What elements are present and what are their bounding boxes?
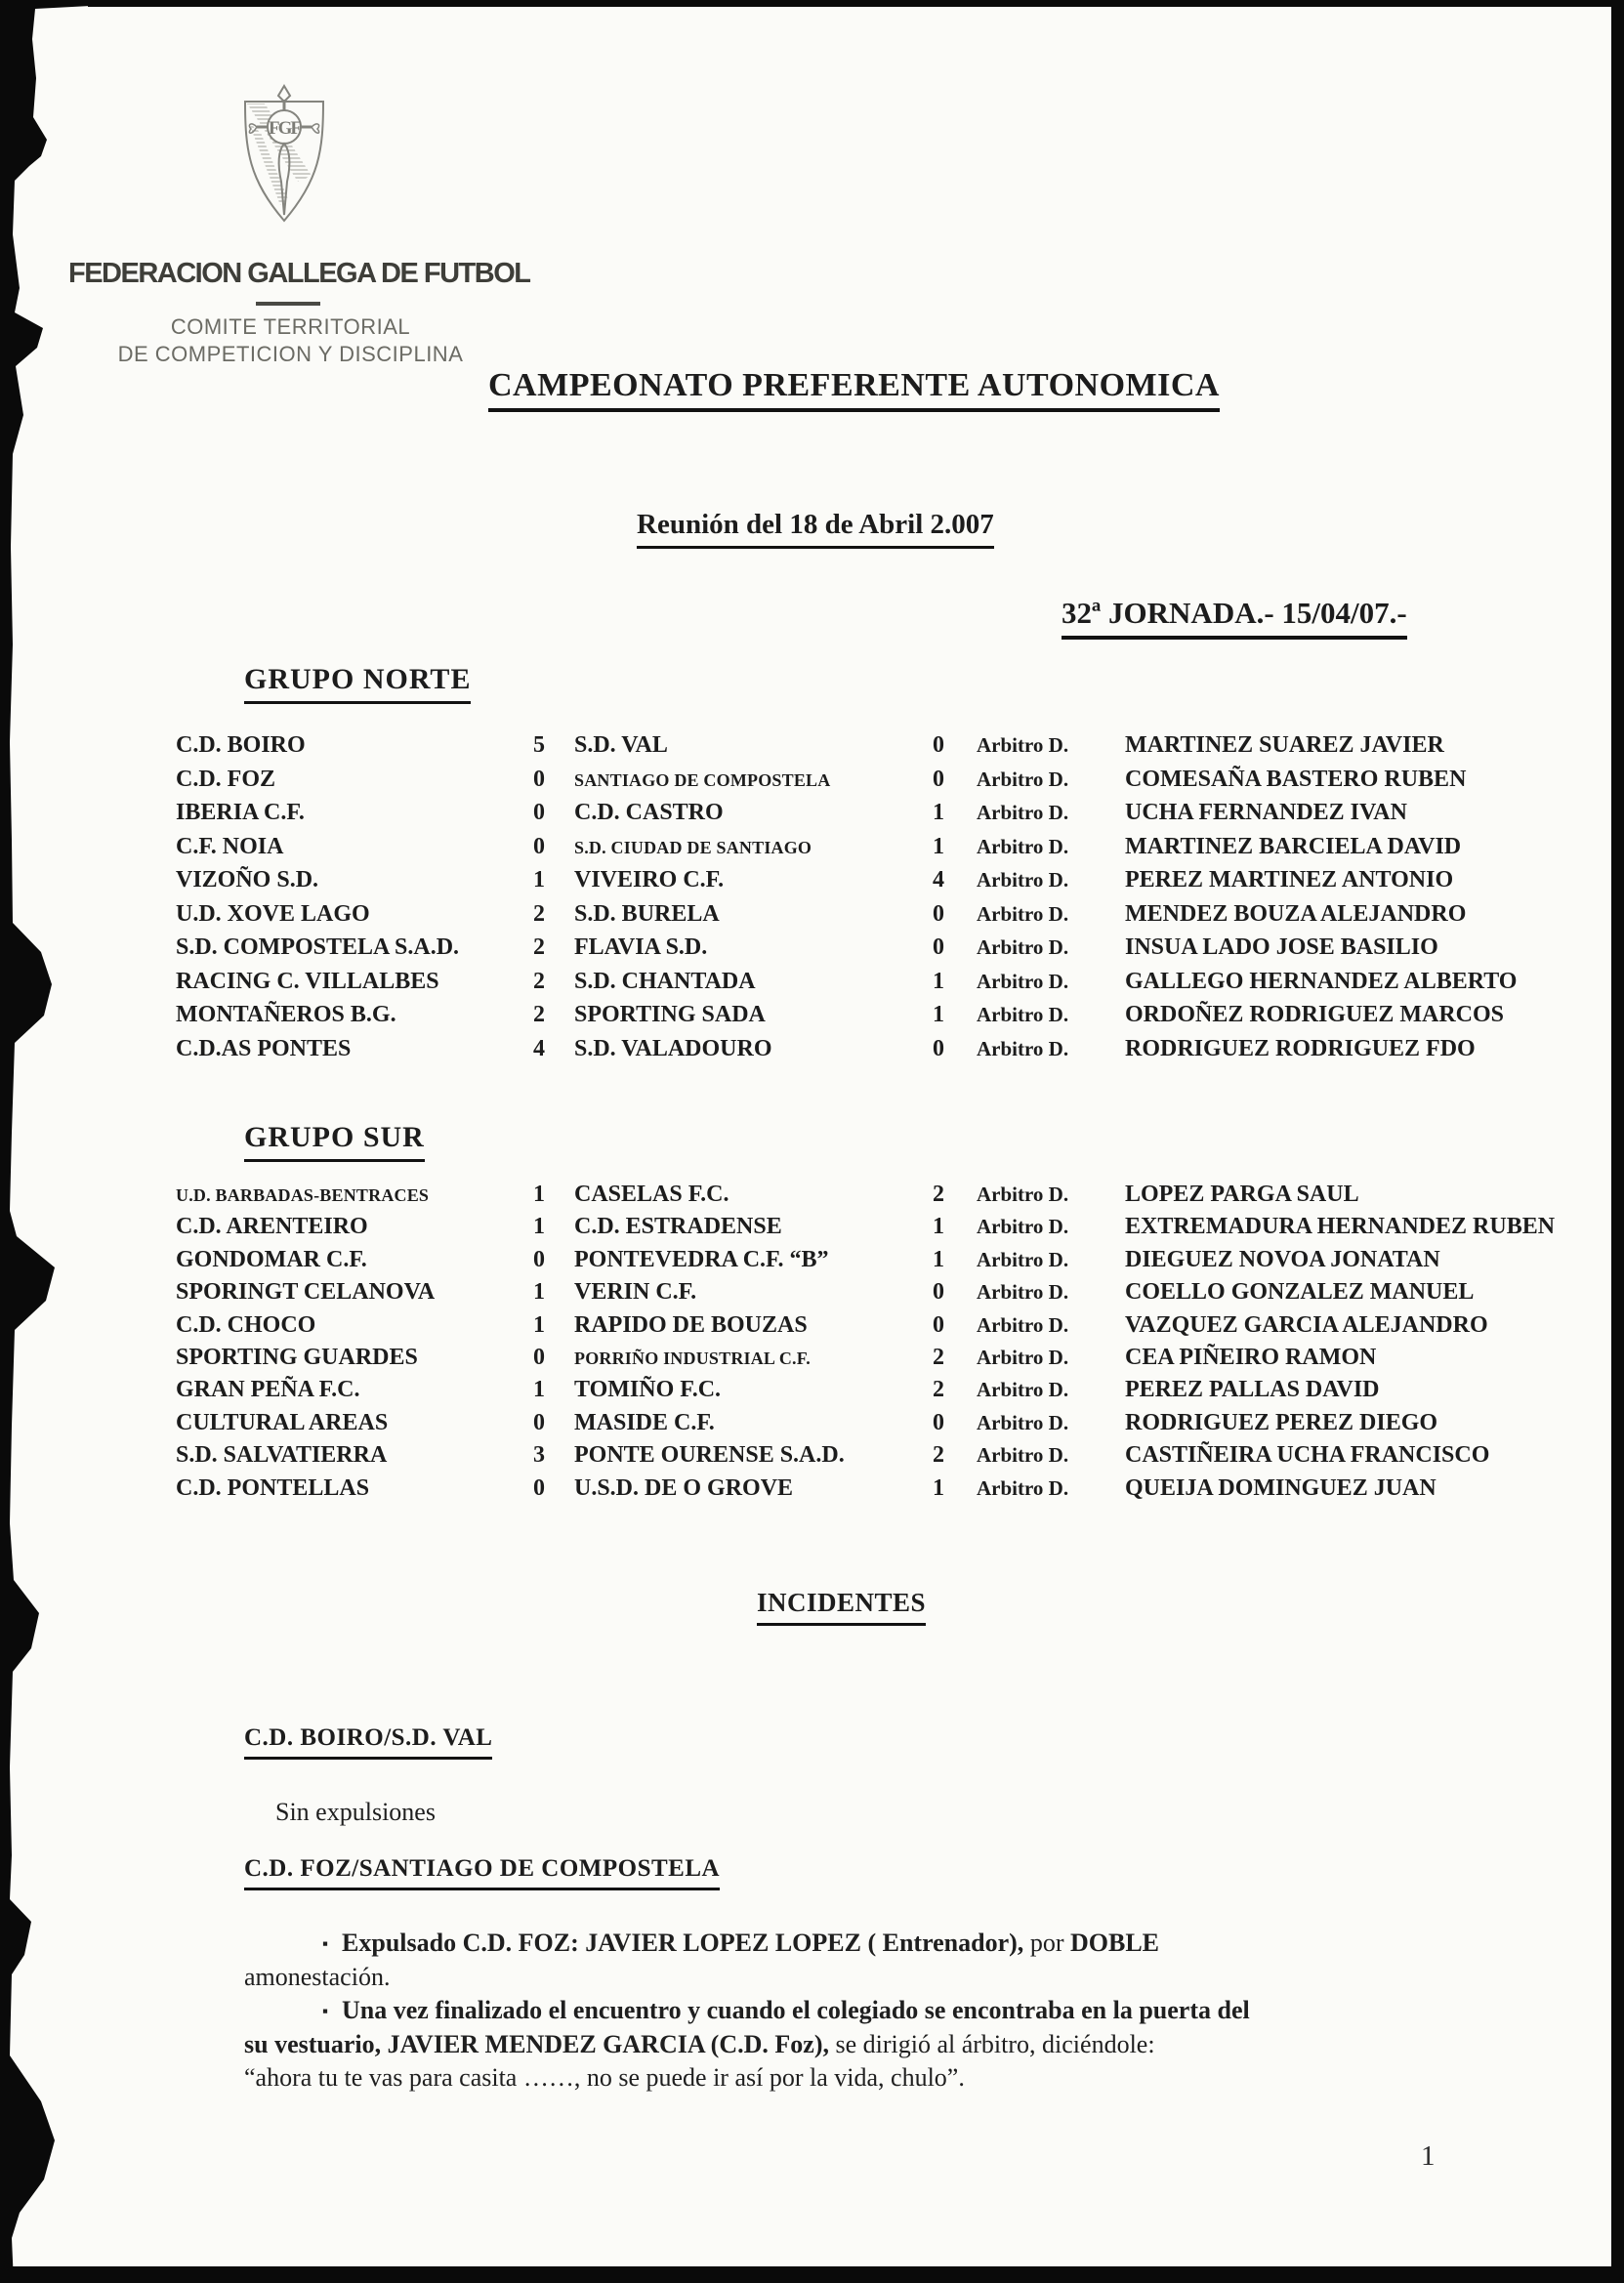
incident-text: por xyxy=(1023,1929,1070,1957)
letterhead-divider xyxy=(256,302,320,306)
home-score: 1 xyxy=(533,1311,545,1338)
home-score: 2 xyxy=(533,968,545,994)
home-team: C.D. PONTELLAS xyxy=(176,1474,370,1501)
away-score: 1 xyxy=(933,968,944,994)
referee-name: QUEIJA DOMINGUEZ JUAN xyxy=(1125,1474,1437,1501)
away-team: SPORTING SADA xyxy=(574,1002,766,1027)
square-bullet-icon: ▪ xyxy=(322,2002,329,2020)
incident-text-line xyxy=(244,2028,1416,2061)
away-score: 0 xyxy=(933,1311,944,1338)
incident-text: se dirigió al árbitro, diciéndole: xyxy=(828,2030,1155,2058)
referee-name: DIEGUEZ NOVOA JONATAN xyxy=(1125,1246,1440,1272)
meeting-date-line: Reunión del 18 de Abril 2.007 xyxy=(637,509,994,549)
incident-text-line xyxy=(244,1927,1416,1961)
match-row xyxy=(176,1279,1582,1311)
incident-text-bold: Una vez finalizado el encuentro y cuando el colegiado se encontraba en la puerta del xyxy=(342,1996,1250,2024)
home-team: C.D. ARENTEIRO xyxy=(176,1214,368,1240)
away-score: 0 xyxy=(933,1035,944,1061)
match-row xyxy=(176,800,1582,834)
referee-label: Arbitro D. xyxy=(977,834,1069,858)
home-team: S.D. SALVATIERRA xyxy=(176,1442,388,1469)
referee-name: MENDEZ BOUZA ALEJANDRO xyxy=(1125,900,1467,927)
incident-text-line xyxy=(244,2061,1416,2095)
referee-label: Arbitro D. xyxy=(977,733,1069,757)
referee-label: Arbitro D. xyxy=(977,1215,1069,1239)
away-score: 1 xyxy=(933,1214,944,1240)
away-team: SANTIAGO DE COMPOSTELA xyxy=(574,769,831,790)
match-row xyxy=(176,1247,1582,1279)
home-team: SPORTING GUARDES xyxy=(176,1344,418,1370)
incident-text-line xyxy=(244,1796,1416,1829)
match-row xyxy=(176,1036,1582,1070)
home-team: CULTURAL AREAS xyxy=(176,1409,389,1435)
home-score: 1 xyxy=(533,1182,545,1207)
match-row xyxy=(176,732,1582,767)
away-score: 2 xyxy=(933,1377,944,1403)
home-score: 1 xyxy=(533,1214,545,1240)
home-team: VIZOÑO S.D. xyxy=(176,867,319,892)
away-score: 0 xyxy=(933,732,944,758)
home-team: GRAN PEÑA F.C. xyxy=(176,1377,360,1403)
match-row xyxy=(176,1214,1582,1246)
referee-label: Arbitro D. xyxy=(977,801,1069,824)
home-score: 4 xyxy=(533,1035,545,1061)
referee-label: Arbitro D. xyxy=(977,1475,1069,1500)
incident-text-line xyxy=(244,1961,1416,1994)
group-south-heading: GRUPO SUR xyxy=(244,1121,425,1162)
match-row xyxy=(176,969,1582,1003)
referee-name: VAZQUEZ GARCIA ALEJANDRO xyxy=(1125,1311,1488,1338)
away-score: 0 xyxy=(933,900,944,927)
away-team: PORRIÑO INDUSTRIAL C.F. xyxy=(574,1348,811,1368)
home-team: C.D. CHOCO xyxy=(176,1311,316,1338)
home-score: 0 xyxy=(533,800,545,825)
match-row xyxy=(176,1475,1582,1508)
referee-name: PEREZ PALLAS DAVID xyxy=(1125,1377,1380,1403)
away-team: S.D. CIUDAD DE SANTIAGO xyxy=(574,837,812,857)
away-score: 2 xyxy=(933,1442,944,1469)
away-score: 0 xyxy=(933,1279,944,1306)
away-score: 0 xyxy=(933,1409,944,1435)
jornada-line: 32ª JORNADA.- 15/04/07.- xyxy=(1062,596,1407,640)
home-score: 1 xyxy=(533,867,545,892)
match-row xyxy=(176,1345,1582,1377)
referee-name: CEA PIÑEIRO RAMON xyxy=(1125,1344,1377,1370)
scan-border-right xyxy=(1611,0,1624,2283)
away-team: VERIN C.F. xyxy=(574,1279,697,1306)
away-score: 1 xyxy=(933,833,944,859)
away-team: VIVEIRO C.F. xyxy=(574,867,725,892)
away-team: U.S.D. DE O GROVE xyxy=(574,1474,794,1501)
incident-section xyxy=(244,1724,1416,1829)
incident-section xyxy=(244,1855,1416,2095)
away-team: C.D. ESTRADENSE xyxy=(574,1214,782,1240)
home-score: 0 xyxy=(533,766,545,792)
referee-name: MARTINEZ BARCIELA DAVID xyxy=(1125,833,1462,859)
group-north-results xyxy=(176,732,1582,1069)
away-team: CASELAS F.C. xyxy=(574,1182,729,1207)
referee-name: GALLEGO HERNANDEZ ALBERTO xyxy=(1125,968,1518,994)
home-team: C.D. FOZ xyxy=(176,766,275,792)
match-row xyxy=(176,1442,1582,1474)
away-score: 1 xyxy=(933,1246,944,1272)
document-title: CAMPEONATO PREFERENTE AUTONOMICA xyxy=(488,367,1220,412)
away-score: 1 xyxy=(933,1474,944,1501)
home-score: 0 xyxy=(533,1474,545,1501)
away-team: C.D. CASTRO xyxy=(574,800,724,825)
home-score: 5 xyxy=(533,732,545,758)
away-score: 4 xyxy=(933,867,944,892)
referee-name: CASTIÑEIRA UCHA FRANCISCO xyxy=(1125,1442,1490,1469)
home-score: 2 xyxy=(533,900,545,927)
match-row xyxy=(176,834,1582,868)
referee-label: Arbitro D. xyxy=(977,935,1069,959)
home-team: C.D.AS PONTES xyxy=(176,1035,352,1061)
match-row xyxy=(176,767,1582,801)
referee-name: RODRIGUEZ RODRIGUEZ FDO xyxy=(1125,1035,1476,1061)
match-row xyxy=(176,1410,1582,1442)
away-team: S.D. BURELA xyxy=(574,900,720,927)
home-score: 0 xyxy=(533,1246,545,1272)
referee-label: Arbitro D. xyxy=(977,868,1069,892)
referee-label: Arbitro D. xyxy=(977,1410,1069,1434)
referee-label: Arbitro D. xyxy=(977,767,1069,791)
committee-line-1: COMITE TERRITORIAL xyxy=(170,314,411,339)
home-score: 0 xyxy=(533,1344,545,1370)
referee-label: Arbitro D. xyxy=(977,901,1069,926)
scan-border-bottom xyxy=(0,2266,1624,2283)
match-row xyxy=(176,1312,1582,1345)
home-score: 2 xyxy=(533,934,545,960)
away-team: MASIDE C.F. xyxy=(574,1409,715,1435)
group-south-results xyxy=(176,1182,1582,1508)
incident-text-bold: DOBLE xyxy=(1069,1929,1160,1957)
match-row xyxy=(176,1377,1582,1409)
incident-heading: C.D. FOZ/SANTIAGO DE COMPOSTELA xyxy=(244,1855,720,1890)
away-score: 2 xyxy=(933,1344,944,1370)
referee-label: Arbitro D. xyxy=(977,1036,1069,1060)
referee-name: UCHA FERNANDEZ IVAN xyxy=(1125,800,1407,825)
away-score: 0 xyxy=(933,766,944,792)
away-team: PONTE OURENSE S.A.D. xyxy=(574,1442,845,1469)
match-row xyxy=(176,901,1582,935)
match-row xyxy=(176,867,1582,901)
referee-name: COELLO GONZALEZ MANUEL xyxy=(1125,1279,1475,1306)
away-team: TOMIÑO F.C. xyxy=(574,1377,722,1403)
home-score: 2 xyxy=(533,1002,545,1027)
away-team: S.D. VALADOURO xyxy=(574,1035,772,1061)
home-team: C.D. BOIRO xyxy=(176,732,306,758)
away-team: PONTEVEDRA C.F. “B” xyxy=(574,1246,829,1272)
referee-label: Arbitro D. xyxy=(977,1345,1069,1369)
home-score: 0 xyxy=(533,833,545,859)
referee-name: ORDOÑEZ RODRIGUEZ MARCOS xyxy=(1125,1002,1505,1027)
logo-monogram: FGF xyxy=(269,118,300,139)
incident-text: “ahora tu te vas para casita ……, no se puede ir así por la vida, chulo”. xyxy=(244,2063,965,2092)
away-team: S.D. VAL xyxy=(574,732,668,758)
away-score: 0 xyxy=(933,934,944,960)
home-team: IBERIA C.F. xyxy=(176,800,305,825)
scan-border-top xyxy=(88,0,1624,7)
match-row xyxy=(176,934,1582,969)
home-team: SPORINGT CELANOVA xyxy=(176,1279,436,1306)
page-number: 1 xyxy=(1421,2140,1436,2172)
home-score: 1 xyxy=(533,1279,545,1306)
home-team: GONDOMAR C.F. xyxy=(176,1246,367,1272)
committee-line-2: DE COMPETICION Y DISCIPLINA xyxy=(117,342,464,366)
referee-name: LOPEZ PARGA SAUL xyxy=(1125,1182,1359,1207)
group-north-heading: GRUPO NORTE xyxy=(244,663,471,704)
referee-name: MARTINEZ SUAREZ JAVIER xyxy=(1125,732,1444,758)
away-score: 1 xyxy=(933,1002,944,1027)
incident-text-bold: su vestuario, JAVIER MENDEZ GARCIA (C.D. Foz), xyxy=(244,2030,829,2058)
referee-label: Arbitro D. xyxy=(977,1312,1069,1337)
home-team: U.D. BARBADAS-BENTRACES xyxy=(176,1185,430,1205)
home-score: 0 xyxy=(533,1409,545,1435)
referee-label: Arbitro D. xyxy=(977,1183,1069,1206)
referee-name: RODRIGUEZ PEREZ DIEGO xyxy=(1125,1409,1438,1435)
match-row xyxy=(176,1182,1582,1214)
referee-name: PEREZ MARTINEZ ANTONIO xyxy=(1125,867,1454,892)
home-score: 3 xyxy=(533,1442,545,1469)
incident-heading: C.D. BOIRO/S.D. VAL xyxy=(244,1724,492,1760)
match-row xyxy=(176,1002,1582,1036)
home-score: 1 xyxy=(533,1377,545,1403)
referee-name: EXTREMADURA HERNANDEZ RUBEN xyxy=(1125,1214,1556,1240)
incident-text: amonestación. xyxy=(244,1963,391,1991)
organization-name: FEDERACION GALLEGA DE FUTBOL xyxy=(68,258,530,289)
away-score: 2 xyxy=(933,1182,944,1207)
referee-name: INSUA LADO JOSE BASILIO xyxy=(1125,934,1438,960)
referee-label: Arbitro D. xyxy=(977,1443,1069,1468)
home-team: C.F. NOIA xyxy=(176,833,284,859)
incident-text-bold: Expulsado C.D. FOZ: JAVIER LOPEZ LOPEZ ( Entrenador), xyxy=(342,1929,1024,1957)
incidents-title: INCIDENTES xyxy=(757,1588,926,1626)
incident-text: Sin expulsiones xyxy=(275,1798,436,1826)
away-team: FLAVIA S.D. xyxy=(574,934,708,960)
referee-label: Arbitro D. xyxy=(977,969,1069,993)
referee-label: Arbitro D. xyxy=(977,1247,1069,1271)
home-team: MONTAÑEROS B.G. xyxy=(176,1002,396,1027)
away-team: S.D. CHANTADA xyxy=(574,968,756,994)
home-team: U.D. XOVE LAGO xyxy=(176,900,370,927)
incident-sections xyxy=(244,1724,1416,2095)
referee-name: COMESAÑA BASTERO RUBEN xyxy=(1125,766,1467,792)
away-team: RAPIDO DE BOUZAS xyxy=(574,1311,808,1338)
away-score: 1 xyxy=(933,800,944,825)
referee-label: Arbitro D. xyxy=(977,1280,1069,1305)
home-team: RACING C. VILLALBES xyxy=(176,968,439,994)
incident-text-line xyxy=(244,1994,1416,2028)
square-bullet-icon: ▪ xyxy=(322,1934,329,1953)
referee-label: Arbitro D. xyxy=(977,1003,1069,1026)
fgf-shield-logo xyxy=(237,82,331,228)
home-team: S.D. COMPOSTELA S.A.D. xyxy=(176,934,460,960)
referee-label: Arbitro D. xyxy=(977,1378,1069,1402)
